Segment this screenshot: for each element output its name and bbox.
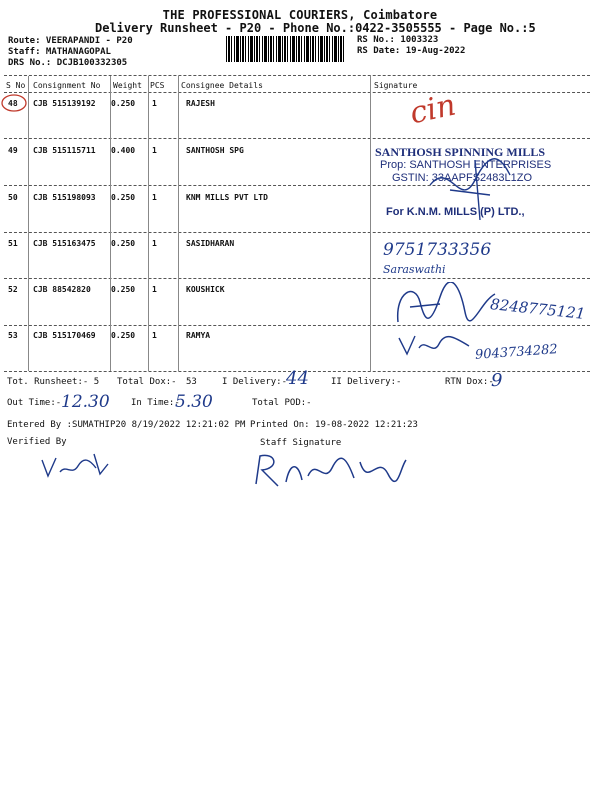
row-weight: 0.250: [111, 239, 136, 248]
i-delivery-value: 44: [286, 368, 309, 389]
row-consignment: CJB 515163475: [33, 239, 96, 248]
runsheet-title: Delivery Runsheet - P20 - Phone No.:0422-3505555 - Page No.:5: [95, 21, 536, 35]
rs-date: RS Date: 19-Aug-2022: [357, 46, 466, 56]
drs-number: DRS No.: DCJB100332305: [8, 58, 128, 68]
staff-label: Staff: MATHANAGOPAL: [8, 47, 111, 57]
column-header-pcs: PCS: [150, 81, 165, 90]
row52-phone: 8248775121: [489, 295, 587, 323]
row53-signature-icon: [395, 330, 475, 360]
row52-signature-icon: [390, 282, 500, 330]
in-time-label: In Time:-: [131, 398, 180, 408]
row-consignee: KOUSHICK: [186, 285, 225, 294]
rtn-dox-label: RTN Dox:-: [445, 377, 494, 387]
column-separator: [178, 76, 179, 371]
ii-delivery-label: II Delivery:-: [331, 377, 402, 387]
row-consignee: SANTHOSH SPG: [186, 146, 244, 155]
row-sno: 51: [8, 239, 18, 248]
row-consignment: CJB 515170469: [33, 331, 96, 340]
table-top-line: [4, 75, 590, 76]
i-delivery-label: I Delivery:-: [222, 377, 288, 387]
staff-signature-label: Staff Signature: [260, 438, 342, 448]
signature-scribble-icon: [420, 150, 520, 230]
row-consignee: KNM MILLS PVT LTD: [186, 193, 268, 202]
tot-runsheet: Tot. Runsheet:- 5: [7, 377, 100, 387]
table-header-line: [4, 92, 590, 93]
row-sno: 53: [8, 331, 18, 340]
total-pod-label: Total POD:-: [252, 398, 312, 408]
row-weight: 0.250: [111, 99, 136, 108]
row-weight: 0.400: [111, 146, 136, 155]
column-separator: [148, 76, 149, 371]
row-pcs: 1: [152, 193, 157, 202]
in-time-value: 5.30: [175, 392, 213, 412]
verified-by-signature-icon: [38, 450, 113, 482]
row-divider: [4, 138, 590, 139]
stamp-knm: For K.N.M. MILLS (P) LTD.,: [386, 206, 525, 218]
row51-phone: 9751733356: [383, 240, 492, 260]
row-pcs: 1: [152, 239, 157, 248]
stamp-santhosh-prop: Prop: SANTHOSH ENTERPRISES: [380, 159, 552, 171]
circle-mark-icon: [0, 92, 30, 114]
row-divider: [4, 278, 590, 279]
row-consignee: RAJESH: [186, 99, 215, 108]
column-separator: [28, 76, 29, 371]
row-weight: 0.250: [111, 285, 136, 294]
out-time-value: 12.30: [61, 392, 110, 412]
rs-number: RS No.: 1003323: [357, 35, 439, 45]
row51-name: Saraswathi: [383, 263, 446, 276]
row-pcs: 1: [152, 331, 157, 340]
stamp-santhosh-name: SANTHOSH SPINNING MILLS: [375, 145, 546, 159]
row-weight: 0.250: [111, 193, 136, 202]
column-header-consignment: Consignment No: [33, 81, 101, 90]
total-dox-value: 53: [186, 377, 197, 387]
column-separator: [370, 76, 371, 371]
row-pcs: 1: [152, 99, 157, 108]
entered-by: Entered By :SUMATHIP20 8/19/2022 12:21:02 PM: [7, 420, 246, 430]
row-consignment: CJB 515139192: [33, 99, 96, 108]
row-consignee: SASIDHARAN: [186, 239, 235, 248]
row-consignment: CJB 88542820: [33, 285, 91, 294]
company-name: THE PROFESSIONAL COURIERS, Coimbatore: [162, 8, 438, 22]
row-weight: 0.250: [111, 331, 136, 340]
rtn-dox-value: 9: [491, 370, 503, 391]
column-separator: [110, 76, 111, 371]
stamp-santhosh-gstin: GSTIN: 33AAPFS2483L1ZO: [392, 172, 533, 184]
row-divider: [4, 232, 590, 233]
out-time-label: Out Time:-: [7, 398, 62, 408]
row-consignment: CJB 515198093: [33, 193, 96, 202]
column-header-signature: Signature: [374, 81, 418, 90]
column-header-weight: Weight: [113, 81, 142, 90]
row-divider: [4, 325, 590, 326]
row-consignment: CJB 515115711: [33, 146, 96, 155]
barcode: [226, 36, 344, 62]
row48-signature: cin: [406, 87, 459, 132]
row-sno: 49: [8, 146, 18, 155]
row53-phone: 9043734282: [474, 342, 559, 363]
column-header-consignee: Consignee Details: [181, 81, 263, 90]
verified-by-label: Verified By: [7, 437, 67, 447]
row-pcs: 1: [152, 285, 157, 294]
total-dox-label: Total Dox:-: [117, 377, 177, 387]
row-sno: 50: [8, 193, 18, 202]
row-sno: 48: [8, 99, 18, 108]
route-label: Route: VEERAPANDI - P20: [8, 36, 133, 46]
printed-on: Printed On: 19-08-2022 12:21:23: [250, 420, 418, 430]
row-pcs: 1: [152, 146, 157, 155]
staff-signature-icon: [250, 448, 410, 493]
row-sno: 52: [8, 285, 18, 294]
column-header-sno: S No: [6, 81, 26, 90]
row-consignee: RAMYA: [186, 331, 211, 340]
